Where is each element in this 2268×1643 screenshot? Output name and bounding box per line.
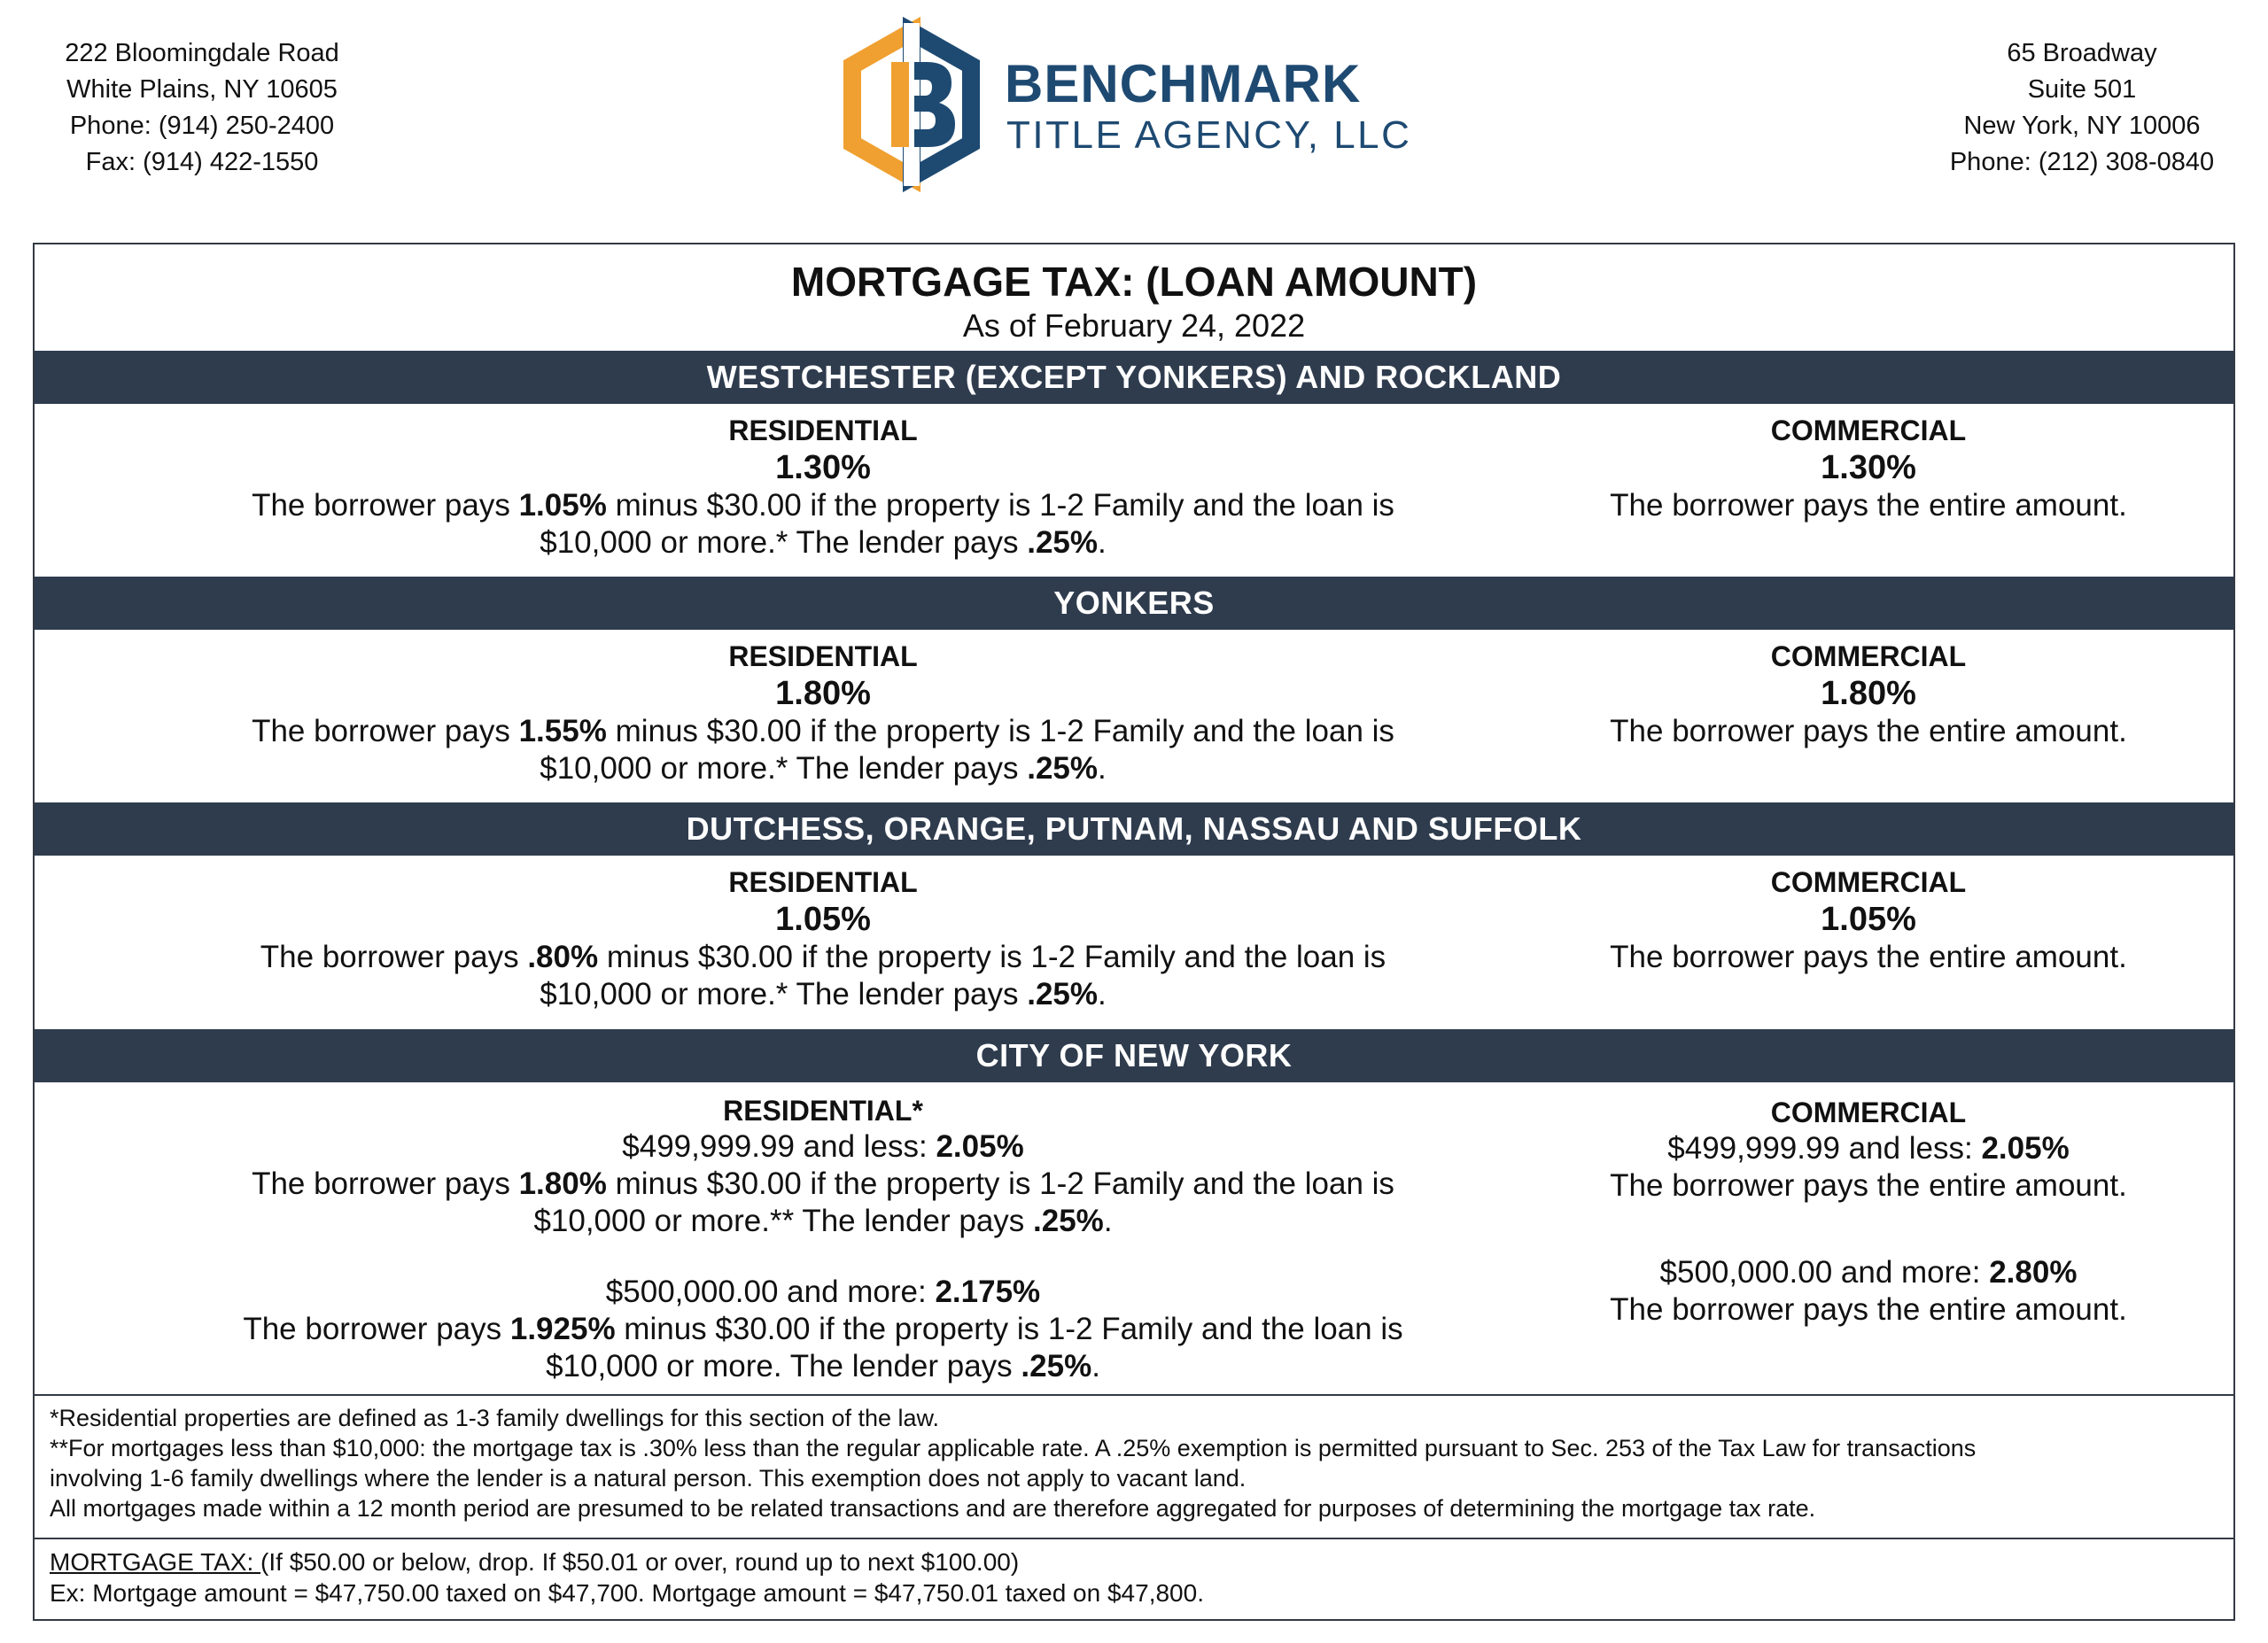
footnote-small-mortgages-cont: involving 1-6 family dwellings where the lender is a natural person. This exemption does not apply to vacant land.	[50, 1465, 1247, 1492]
commercial-column	[1514, 413, 2223, 524]
residential-rate: 1.80%	[775, 675, 871, 712]
address-line: 65 Broadway	[2007, 39, 2157, 67]
address-line: Suite 501	[2027, 75, 2137, 104]
residential-heading: RESIDENTIAL	[728, 415, 918, 446]
residential-tier2-rate: $500,000.00 and more: 2.175%	[605, 1275, 1041, 1309]
residential-description-line2: $10,000 or more.* The lender pays .25%.	[540, 751, 1107, 786]
footnote-aggregation: All mortgages made within a 12 month period are presumed to be related transactions and are therefore aggregated for purposes of determining the mortgage tax rate.	[50, 1495, 1816, 1522]
rounding-rule-text: MORTGAGE TAX: (If $50.00 or below, drop. If $50.01 or over, round up to next $100.00)	[50, 1548, 1020, 1576]
residential-tier2-description-line2: $10,000 or more. The lender pays .25%.	[546, 1349, 1100, 1383]
commercial-rate: 1.80%	[1821, 675, 1916, 712]
divider	[35, 1394, 2233, 1396]
commercial-tier1-description: The borrower pays the entire amount.	[1610, 1168, 2127, 1203]
brand-name: BENCHMARK	[1005, 54, 1362, 113]
effective-date: As of February 24, 2022	[962, 307, 1306, 344]
commercial-tier1-rate: $499,999.99 and less: 2.05%	[1667, 1131, 2070, 1166]
commercial-description: The borrower pays the entire amount.	[1610, 714, 2127, 748]
residential-description-line2: $10,000 or more.* The lender pays .25%.	[540, 525, 1107, 560]
divider	[35, 1538, 2233, 1539]
footnotes	[50, 1403, 2211, 1523]
residential-description: The borrower pays 1.05% minus $30.00 if the property is 1-2 Family and the loan is	[252, 488, 1394, 523]
fax-line: Fax: (914) 422-1550	[85, 148, 319, 176]
commercial-column	[1514, 864, 2223, 976]
residential-column	[141, 413, 1505, 562]
residential-column	[141, 1093, 1505, 1385]
residential-heading: RESIDENTIAL	[728, 640, 918, 672]
brand-subtitle: TITLE AGENCY, LLC	[1006, 113, 1412, 157]
section-header-westchester-rockland: WESTCHESTER (EXCEPT YONKERS) AND ROCKLAND	[35, 351, 2233, 404]
residential-rate: 1.30%	[775, 449, 871, 486]
commercial-tier2-description: The borrower pays the entire amount.	[1610, 1292, 2127, 1327]
residential-column	[141, 639, 1505, 787]
residential-heading: RESIDENTIAL	[728, 866, 918, 898]
title-block	[35, 244, 2233, 351]
section-header-yonkers: YONKERS	[35, 577, 2233, 630]
residential-tier1-description: The borrower pays 1.80% minus $30.00 if the property is 1-2 Family and the loan is	[252, 1166, 1394, 1201]
footnote-small-mortgages: **For mortgages less than $10,000: the mortgage tax is .30% less than the regular applicable rate. A .25% exemption is permitted pursuant to Sec. 253 of the Tax Law for transactions	[50, 1435, 1977, 1461]
residential-description: The borrower pays 1.55% minus $30.00 if the property is 1-2 Family and the loan is	[252, 714, 1394, 748]
footnote-residential-definition: *Residential properties are defined as 1-3 family dwellings for this section of the law.	[50, 1405, 940, 1431]
benchmark-logo-icon	[827, 16, 996, 193]
section-header-city-of-new-york: CITY OF NEW YORK	[35, 1029, 2233, 1082]
commercial-description: The borrower pays the entire amount.	[1610, 940, 2127, 974]
commercial-tier2-rate: $500,000.00 and more: 2.80%	[1659, 1255, 2078, 1290]
phone-line: Phone: (914) 250-2400	[69, 112, 335, 140]
commercial-rate: 1.05%	[1821, 901, 1916, 938]
commercial-column	[1514, 1095, 2223, 1329]
address-line: 222 Bloomingdale Road	[65, 39, 339, 67]
phone-line: Phone: (212) 308-0840	[1949, 148, 2215, 176]
commercial-heading: COMMERCIAL	[1770, 640, 1967, 672]
rounding-label: MORTGAGE TAX:	[50, 1548, 261, 1576]
residential-rate: 1.05%	[775, 901, 871, 938]
page-title: MORTGAGE TAX: (LOAN AMOUNT)	[790, 259, 1478, 305]
residential-description-line2: $10,000 or more.* The lender pays .25%.	[540, 977, 1107, 1011]
section-header-dutchess-orange-putnam-nassau-suffolk: DUTCHESS, ORANGE, PUTNAM, NASSAU AND SUFFOLK	[35, 802, 2233, 856]
commercial-description: The borrower pays the entire amount.	[1610, 488, 2127, 523]
residential-tier1-description-line2: $10,000 or more.** The lender pays .25%.	[533, 1204, 1113, 1238]
commercial-heading: COMMERCIAL	[1770, 1097, 1967, 1128]
residential-tier2-description: The borrower pays 1.925% minus $30.00 if the property is 1-2 Family and the loan is	[243, 1312, 1403, 1346]
residential-column	[141, 864, 1505, 1013]
commercial-column	[1514, 639, 2223, 750]
commercial-heading: COMMERCIAL	[1770, 415, 1967, 446]
commercial-heading: COMMERCIAL	[1770, 866, 1967, 898]
office-address-new-york	[1922, 35, 2241, 181]
rounding-rule	[50, 1546, 2211, 1608]
address-line: White Plains, NY 10605	[66, 75, 338, 104]
rounding-example: Ex: Mortgage amount = $47,750.00 taxed on $47,700. Mortgage amount = $47,750.01 taxed on $47,800.	[50, 1579, 1204, 1607]
commercial-rate: 1.30%	[1821, 449, 1916, 486]
office-address-white-plains	[43, 35, 361, 181]
residential-description: The borrower pays .80% minus $30.00 if the property is 1-2 Family and the loan is	[260, 940, 1386, 974]
residential-tier1-rate: $499,999.99 and less: 2.05%	[622, 1129, 1024, 1164]
residential-heading: RESIDENTIAL*	[723, 1095, 923, 1127]
address-line: New York, NY 10006	[1963, 112, 2201, 140]
company-logo	[827, 16, 1412, 193]
mortgage-tax-table	[33, 243, 2235, 1621]
